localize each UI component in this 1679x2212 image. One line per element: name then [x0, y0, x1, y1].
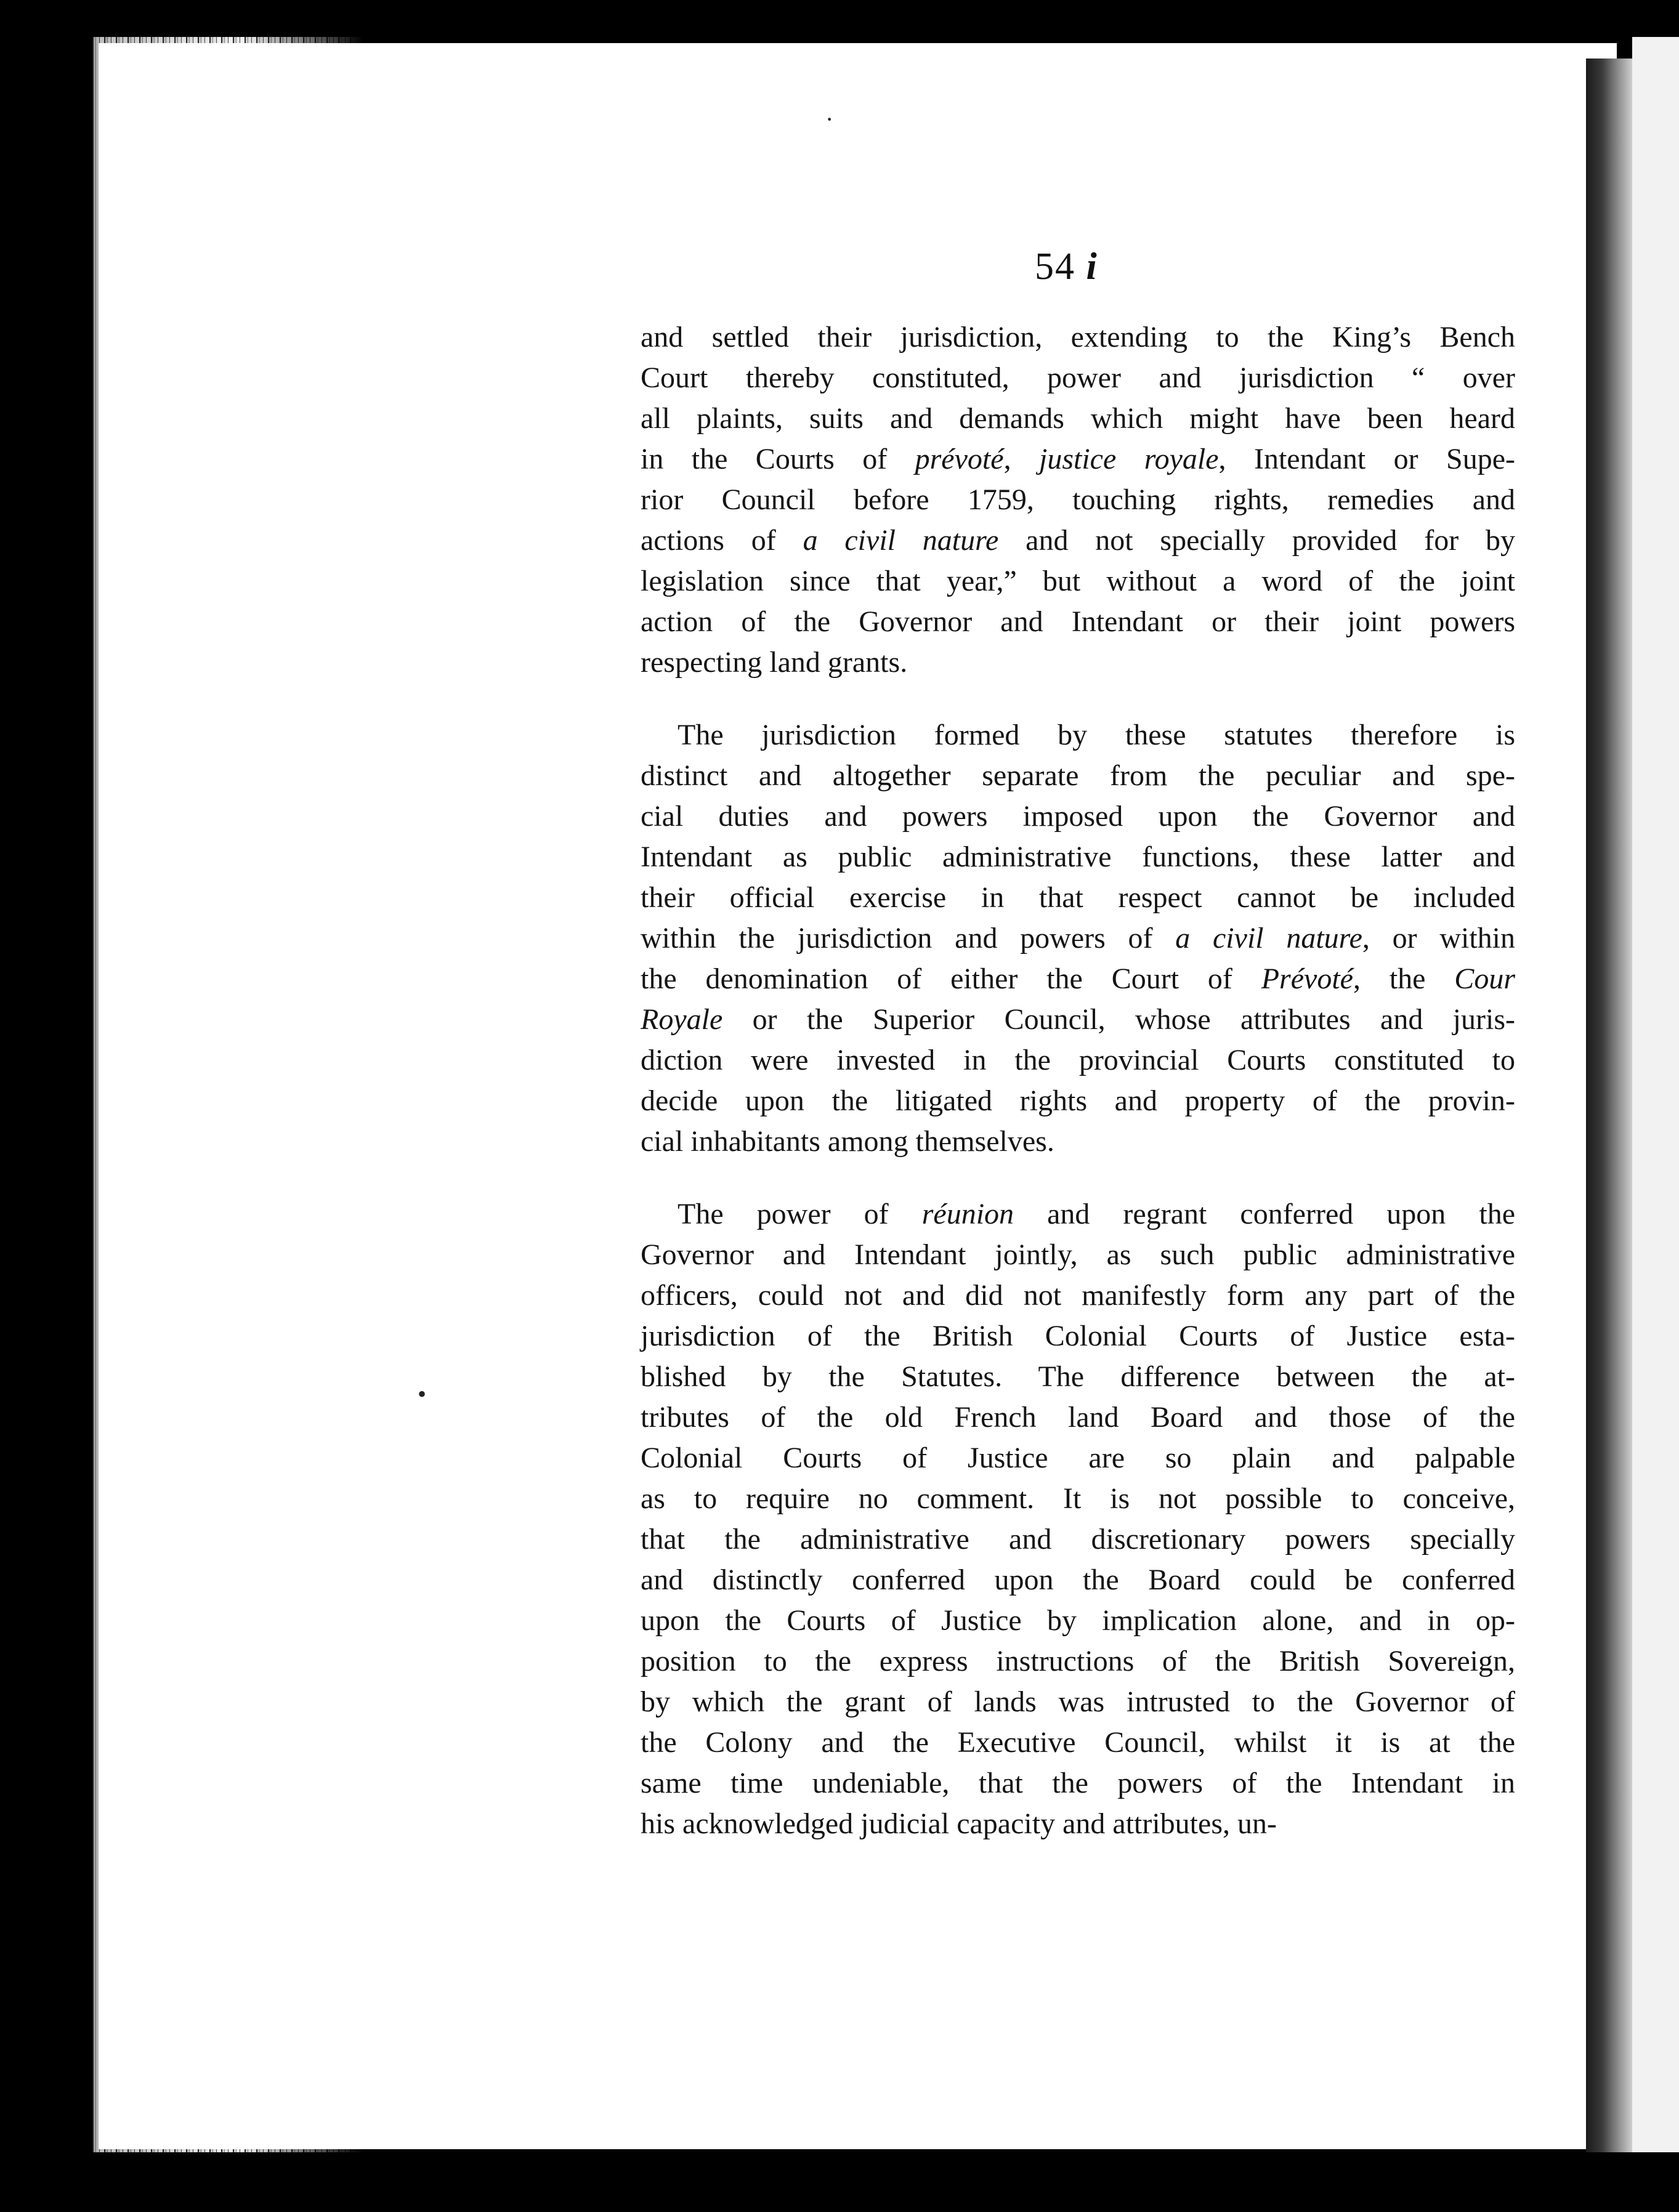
text-line: distinct and altogether separate from the peculiar and spe- — [641, 759, 1515, 792]
italic-term: Prévoté — [1261, 963, 1353, 995]
speck-mark: · — [825, 105, 834, 133]
text-line: The power of réunion and regrant conferred upon the — [678, 1198, 1515, 1230]
paragraph — [641, 715, 1515, 1162]
italic-term: a civil nature — [1175, 922, 1362, 955]
text-line: legislation since that year,” but without a word of the joint — [641, 565, 1515, 597]
text-line: diction were invested in the provincial Courts constituted to — [641, 1044, 1515, 1076]
text-line: The jurisdiction formed by these statutes therefore is — [678, 719, 1515, 751]
text-line: blished by the Statutes. The difference between the at- — [641, 1360, 1515, 1393]
text-line: and distinctly conferred upon the Board could be conferred — [641, 1564, 1515, 1596]
text-line: the Colony and the Executive Council, whilst it is at the — [641, 1726, 1515, 1759]
text-line: cial inhabitants among themselves. — [641, 1125, 1054, 1158]
page-number-value: 54 — [1035, 246, 1075, 288]
text-line: Royale or the Superior Council, whose attributes and juris- — [641, 1003, 1515, 1036]
paragraph — [641, 317, 1515, 683]
paragraph-gap — [641, 1162, 1515, 1194]
speck-mark: • — [418, 1380, 427, 1408]
scan-border-bottom — [0, 2152, 1679, 2212]
text-line: actions of a civil nature and not specially provided for by — [641, 524, 1515, 557]
text-line: upon the Courts of Justice by implication alone, and in op- — [641, 1604, 1515, 1637]
facing-page-margin — [1632, 37, 1679, 2155]
italic-term: réunion — [921, 1198, 1014, 1230]
text-line: rior Council before 1759, touching rights, remedies and — [641, 483, 1515, 516]
page-number-suffix: i — [1086, 246, 1098, 288]
italic-term: prévoté — [915, 443, 1004, 475]
italic-term: a civil nature — [803, 524, 999, 557]
text-line: jurisdiction of the British Colonial Courts of Justice esta- — [641, 1320, 1515, 1352]
text-line: respecting land grants. — [641, 646, 908, 679]
facing-page-edge — [1586, 59, 1632, 2152]
text-line: Court thereby constituted, power and jurisdiction “ over — [641, 361, 1515, 394]
text-line: the denomination of either the Court of Prévoté, the Cour — [641, 963, 1515, 995]
paragraph — [641, 1194, 1515, 1844]
text-line: Governor and Intendant jointly, as such public administrative — [641, 1238, 1515, 1271]
text-line: that the administrative and discretionary powers specially — [641, 1523, 1515, 1556]
text-line: within the jurisdiction and powers of a civil nature, or within — [641, 922, 1516, 955]
text-line: cial duties and powers imposed upon the Governor and — [641, 800, 1515, 833]
body-text — [641, 317, 1515, 1844]
text-line: and settled their jurisdiction, extending to the King’s Bench — [641, 321, 1515, 353]
text-line: as to require no comment. It is not possible to conceive, — [641, 1482, 1515, 1515]
text-line: position to the express instructions of the British Sovereign, — [641, 1645, 1515, 1677]
text-line: by which the grant of lands was intrusted to the Governor of — [641, 1685, 1515, 1718]
text-line: officers, could not and did not manifestly form any part of the — [641, 1279, 1515, 1312]
text-line: Intendant as public administrative functions, these latter and — [641, 841, 1515, 873]
text-line: action of the Governor and Intendant or their joint powers — [641, 605, 1515, 638]
text-line: tributes of the old French land Board and those of the — [641, 1401, 1515, 1434]
text-line: their official exercise in that respect cannot be included — [641, 881, 1515, 914]
text-line: in the Courts of prévoté, justice royale, Intendant or Supe- — [641, 443, 1516, 475]
text-line: same time undeniable, that the powers of the Intendant in — [641, 1767, 1515, 1799]
text-line: his acknowledged judicial capacity and attributes, un- — [641, 1807, 1277, 1840]
text-line: Colonial Courts of Justice are so plain and palpable — [641, 1442, 1515, 1474]
text-line: all plaints, suits and demands which might have been heard — [641, 402, 1515, 435]
italic-term: Royale — [641, 1003, 723, 1036]
paragraph-gap — [641, 683, 1515, 715]
text-line: decide upon the litigated rights and property of the provin- — [641, 1084, 1515, 1117]
page-number — [1035, 245, 1098, 289]
italic-term: justice royale — [1038, 443, 1219, 475]
italic-term: Cour — [1454, 963, 1515, 995]
